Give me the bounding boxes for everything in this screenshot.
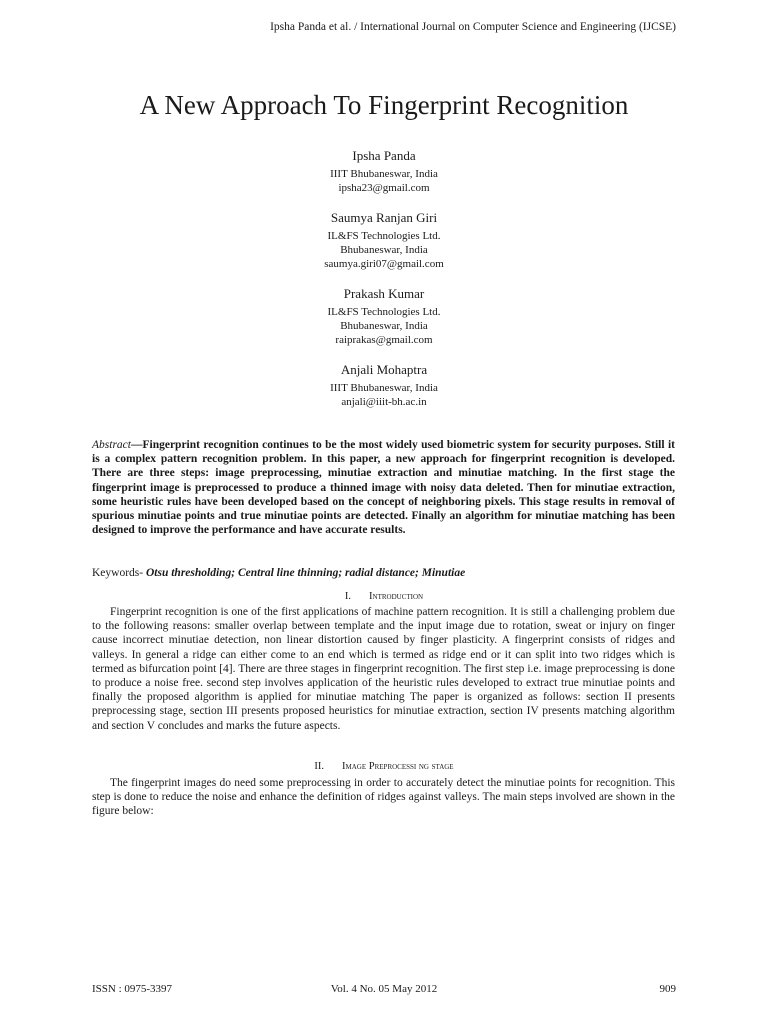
section-heading-introduction — [0, 590, 768, 603]
author-block — [0, 285, 768, 347]
author-location: Bhubaneswar, India — [340, 244, 428, 256]
section-heading-preprocessing — [0, 760, 768, 773]
introduction-text: Fingerprint recognition is one of the first applications of machine pattern recognition. It is still a challenging problem due to the following reasons: smaller overlap between template and the input image due to rotation, sweat or injury on finger cause incorrect minutiae detection, non linear distortion caused by finger plasticity. A fingerprint consists of ridges and valleys. In general a ridge can either come to an end which is termed as ridge end or it can split into two ridges which is termed as bifurcation point [4]. There are three stages in fingerprint recognition. The first step i.e. image preprocessing is done to produce a noise free. second step involves application of the heuristic rules developed to extract true minutiae points and finally the proposed algorithm is applied for minutiae matching The paper is organized as follows: section II presents preprocessing stage, section III presents proposed heuristics for minutiae extraction, section IV presents matching algorithm and section V concludes and marks the future aspects. — [92, 606, 675, 732]
paper-title: A New Approach To Fingerprint Recognition — [139, 90, 629, 120]
author-location: Bhubaneswar, India — [340, 320, 428, 332]
author-block — [0, 361, 768, 409]
abstract — [92, 438, 675, 537]
author-name: Anjali Mohaptra — [340, 362, 428, 377]
author-block — [0, 209, 768, 271]
author-email: ipsha23@gmail.com — [338, 182, 430, 194]
abstract-dash: — — [130, 439, 143, 451]
author-name: Saumya Ranjan Giri — [330, 210, 438, 225]
footer-page-number: 909 — [659, 983, 676, 995]
section-number: II. — [314, 761, 325, 772]
section-number: I. — [344, 591, 352, 602]
preprocessing-paragraph — [92, 776, 675, 819]
author-affiliation: IIIT Bhubaneswar, India — [330, 382, 438, 394]
author-affiliation: IL&FS Technologies Ltd. — [327, 230, 441, 242]
keywords-value: Otsu thresholding; Central line thinning; radial distance; Minutiae — [145, 567, 466, 579]
preprocessing-text: The fingerprint images do need some preprocessing in order to accurately detect the minutiae points for recognition. This step is done to reduce the noise and enhance the definition of ridges against valleys. The main steps involved are shown in the figure below: — [92, 777, 675, 818]
section-title: Image Preprocessi ng stage — [342, 761, 454, 772]
author-name: Prakash Kumar — [343, 286, 425, 301]
running-header: Ipsha Panda et al. / International Journal on Computer Science and Engineering (IJCSE) — [270, 21, 676, 33]
keywords-label: Keywords- — [92, 567, 146, 579]
abstract-text: Fingerprint recognition continues to be the most widely used biometric system for security purposes. Still it is a complex pattern recognition problem. In this paper, a new approach for fingerprint recognition is developed. There are three steps: image preprocessing, minutiae extraction and minutiae matching. In the first stage the fingerprint image is preprocessed to produce a thinned image with noisy data deleted. Then for minutiae extraction, some heuristic rules have been developed based on the concept of neighboring pixels. This stage results in removal of spurious minutiae points and true minutiae points are detected. Finally an algorithm for minutiae matching has been designed to improve the performance and have accurate results. — [92, 439, 675, 537]
author-affiliation: IIIT Bhubaneswar, India — [330, 168, 438, 180]
author-email: raiprakas@gmail.com — [335, 334, 433, 346]
author-affiliation: IL&FS Technologies Ltd. — [327, 306, 441, 318]
footer-issn: ISSN : 0975-3397 — [92, 983, 173, 995]
author-email: saumya.giri07@gmail.com — [324, 258, 444, 270]
author-block — [0, 147, 768, 195]
introduction-paragraph — [92, 605, 675, 733]
footer-volume: Vol. 4 No. 05 May 2012 — [330, 983, 438, 995]
author-email: anjali@iiit-bh.ac.in — [341, 396, 427, 408]
abstract-label: Abstract — [92, 439, 131, 451]
author-name: Ipsha Panda — [352, 148, 416, 163]
keywords — [92, 566, 675, 580]
author-list — [0, 147, 768, 423]
section-title: Introduction — [369, 591, 424, 602]
